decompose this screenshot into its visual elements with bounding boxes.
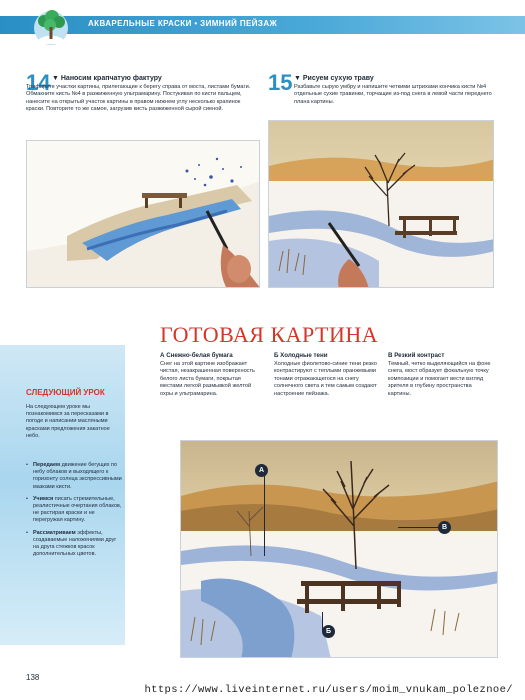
step-text: Трафарете участки картины, прилегающие к берегу справа от моста, листами бумаги. Обмакните кисть №4 в разжиженную ультрамарину. Постукивая по кисти пальцем, нанесите на открытый участок картины в правом нижнем углу несколько крапинок краски. Повторите то же самое, загрузив кисть разжиженной сырой сиеной.	[26, 84, 251, 113]
step-title: ▼ Наносим крапчатую фактуру	[52, 75, 162, 82]
leader-line	[398, 527, 438, 528]
marker-b: Б	[322, 625, 335, 638]
step-number: 14	[26, 70, 51, 95]
header-title: АКВАРЕЛЬНЫЕ КРАСКИ • ЗИМНИЙ ПЕЙЗАЖ	[88, 19, 278, 28]
page-header	[0, 0, 525, 48]
step-14-photo	[26, 140, 260, 288]
marker-c: В	[438, 521, 451, 534]
note-text: Снег на этой картине изображает чистая, незакрашенная поверхность белого листа бумаги, покрытая местами легкой размывкой желтой охры и ультрамарина.	[160, 361, 255, 397]
list-item: • Передаем движение бегущих по небу облаков и выходящего к горизонту солнца экспрессивными мазками кисти.	[26, 462, 122, 491]
page-number: 138	[26, 673, 40, 682]
note-text: Холодные фиолетово-синие тени резко контрастируют с теплыми оранжевыми тонами отражающегося на снегу солнечного света и тем самым создают настроение пейзажа.	[274, 361, 377, 397]
note-title: В Резкий контраст	[388, 352, 445, 359]
note-column	[160, 352, 264, 398]
step-title: ▼ Рисуем сухую траву	[294, 75, 374, 82]
finished-painting	[180, 440, 498, 658]
marker-a: А	[255, 464, 268, 477]
sidebar-intro: На следующем уроке мы познакомимся за пересказами в погоде и написании масляными красками предложения закатное небо.	[26, 404, 110, 439]
note-column	[274, 352, 378, 398]
sidebar-heading: СЛЕДУЮЩИЙ УРОК	[26, 388, 105, 397]
note-title: Б Холодные тени	[274, 352, 328, 359]
list-item: • Рассматриваем эффекты, создаваемые наложениями друг на друга стежков красок дополнительных цветов.	[26, 530, 122, 559]
note-text: Темный, четко выделяющийся на фоне снега, мост образует фокальную точку композиции и помогает вести взгляд зрителя в глубину пространства картины.	[388, 361, 491, 397]
leader-line	[264, 476, 265, 556]
footer-url[interactable]: https://www.liveinternet.ru/users/moim_vnukam_poleznoe/	[144, 684, 513, 696]
list-item: • Учимся писать стремительные, реалистичные очертания облаков, не растирая краски и не перегружая картину.	[26, 496, 122, 525]
section-title: ГОТОВАЯ КАРТИНА	[160, 322, 379, 347]
tree-globe-icon	[26, 6, 76, 50]
sidebar-list	[26, 462, 122, 563]
note-title: А Снежно-белая бумага	[160, 352, 233, 359]
step-text: Разбавьте сырую умбру и напишите четкими штрихами кончика кисти №4 отдельные сухие травинки, торчащие из-под снега в левой части переднего плана картины.	[294, 84, 492, 105]
step-number: 15	[268, 70, 293, 95]
step-15-photo	[268, 120, 494, 288]
note-column	[388, 352, 492, 398]
